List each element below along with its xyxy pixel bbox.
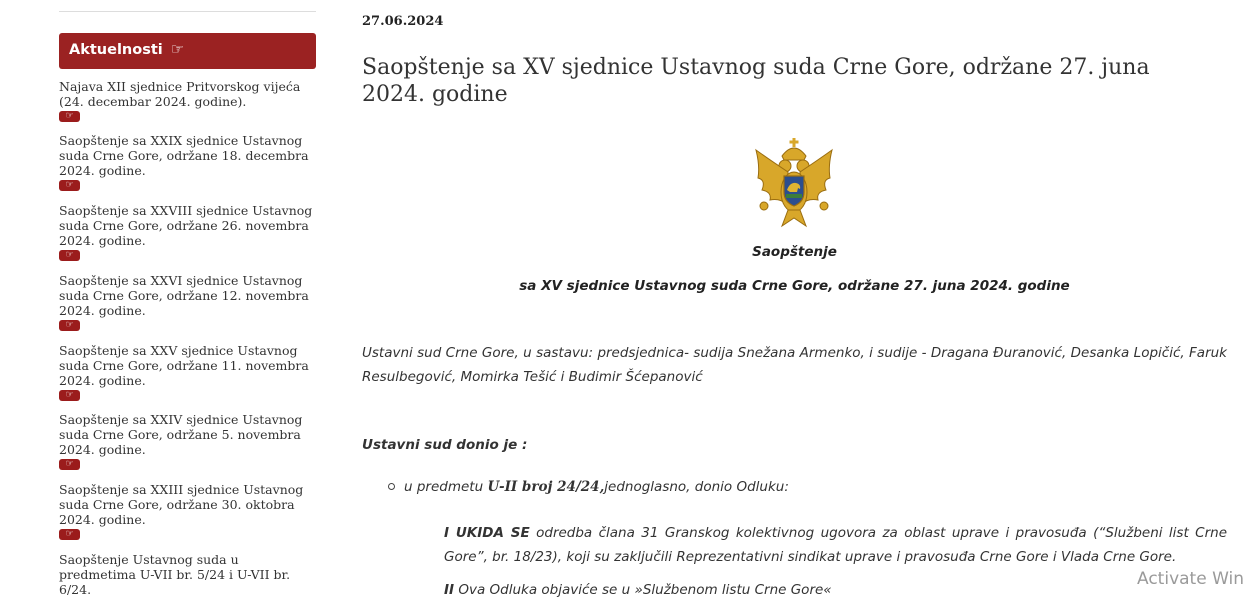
ruling-1-text: odredba člana 31 Granskog kolektivnog ugovora za oblast uprave i pravosuđa (“Službeni list Crne Gore”, br. 18/23), koji su zaključili Reprezentativni sindikat uprave i pravosuđa Crne Gore i Vlada Crne Gore. xyxy=(444,525,1227,565)
read-more-icon[interactable]: ☞ xyxy=(59,180,80,191)
news-item-link[interactable]: Saopštenje sa XXIII sjednice Ustavnog suda Crne Gore, održane 30. oktobra 2024. godine. xyxy=(59,482,304,527)
news-item xyxy=(59,552,316,597)
sidebar-divider xyxy=(59,11,316,12)
ruling-point-1 xyxy=(444,521,1227,569)
hand-pointer-icon: ☞ xyxy=(170,40,185,58)
news-item-link[interactable]: Najava XII sjednice Pritvorskog vijeća (24. decembar 2024. godine). xyxy=(59,79,301,109)
ruling-2-lead: II xyxy=(444,582,455,598)
news-item-link[interactable]: Saopštenje sa XXIV sjednice Ustavnog suda Crne Gore, održane 5. novembra 2024. godine. xyxy=(59,412,303,457)
ruling-1-lead: I UKIDA SE xyxy=(444,525,530,541)
news-item xyxy=(59,79,316,122)
decision-list-item xyxy=(388,479,1218,495)
ruling-2-text: Ova Odluka objaviće se u »Službenom listu Crne Gore« xyxy=(454,582,832,598)
activate-windows-watermark: Activate Win xyxy=(1137,569,1245,589)
case-number: U-II broj 24/24, xyxy=(487,479,605,495)
news-item xyxy=(59,133,316,191)
aktuelnosti-label: Aktuelnosti xyxy=(69,42,163,58)
document-subheading: sa XV sjednice Ustavnog suda Crne Gore, održane 27. juna 2024. godine xyxy=(519,278,1070,294)
news-item xyxy=(59,482,316,540)
post-date: 27.06.2024 xyxy=(362,14,444,29)
court-composition: Ustavni sud Crne Gore, u sastavu: predsjednica- sudija Snežana Armenko, i sudije - Dragana Đuranović, Desanka Lopičić, Faruk Resulbegović, Momirka Tešić i Budimir Šćepanović xyxy=(362,345,1227,385)
read-more-icon[interactable]: ☞ xyxy=(59,529,80,540)
read-more-icon[interactable]: ☞ xyxy=(59,459,80,470)
news-item-link[interactable]: Saopštenje sa XXV sjednice Ustavnog suda Crne Gore, održane 11. novembra 2024. godine. xyxy=(59,343,309,388)
news-item-link[interactable]: Saopštenje Ustavnog suda u predmetima U-VII br. 5/24 i U-VII br. 6/24. xyxy=(59,552,291,597)
case-vote: jednoglasno xyxy=(604,479,687,495)
case-suffix: , donio Odluku: xyxy=(686,479,789,495)
document-heading: Saopštenje xyxy=(752,244,837,260)
news-item xyxy=(59,273,316,331)
read-more-icon[interactable]: ☞ xyxy=(59,320,80,331)
case-prefix: u predmetu xyxy=(404,479,488,495)
news-item-link[interactable]: Saopštenje sa XXVIII sjednice Ustavnog suda Crne Gore, održane 26. novembra 2024. godine. xyxy=(59,203,313,248)
news-item-link[interactable]: Saopštenje sa XXIX sjednice Ustavnog suda Crne Gore, održane 18. decembra 2024. godine. xyxy=(59,133,309,178)
decided-label: Ustavni sud donio je : xyxy=(362,437,528,453)
read-more-icon[interactable]: ☞ xyxy=(59,111,80,122)
page-title: Saopštenje sa XV sjednice Ustavnog suda Crne Gore, održane 27. juna 2024. godine xyxy=(362,55,1150,107)
bullet-circle-icon xyxy=(388,483,395,490)
read-more-icon[interactable]: ☞ xyxy=(59,390,80,401)
aktuelnosti-header[interactable] xyxy=(59,33,316,69)
news-item xyxy=(59,203,316,261)
read-more-icon[interactable]: ☞ xyxy=(59,250,80,261)
ruling-point-2 xyxy=(444,578,1227,602)
news-item-link[interactable]: Saopštenje sa XXVI sjednice Ustavnog suda Crne Gore, održane 12. novembra 2024. godine. xyxy=(59,273,309,318)
news-item xyxy=(59,412,316,470)
news-item xyxy=(59,343,316,401)
coat-of-arms-icon xyxy=(752,136,836,232)
